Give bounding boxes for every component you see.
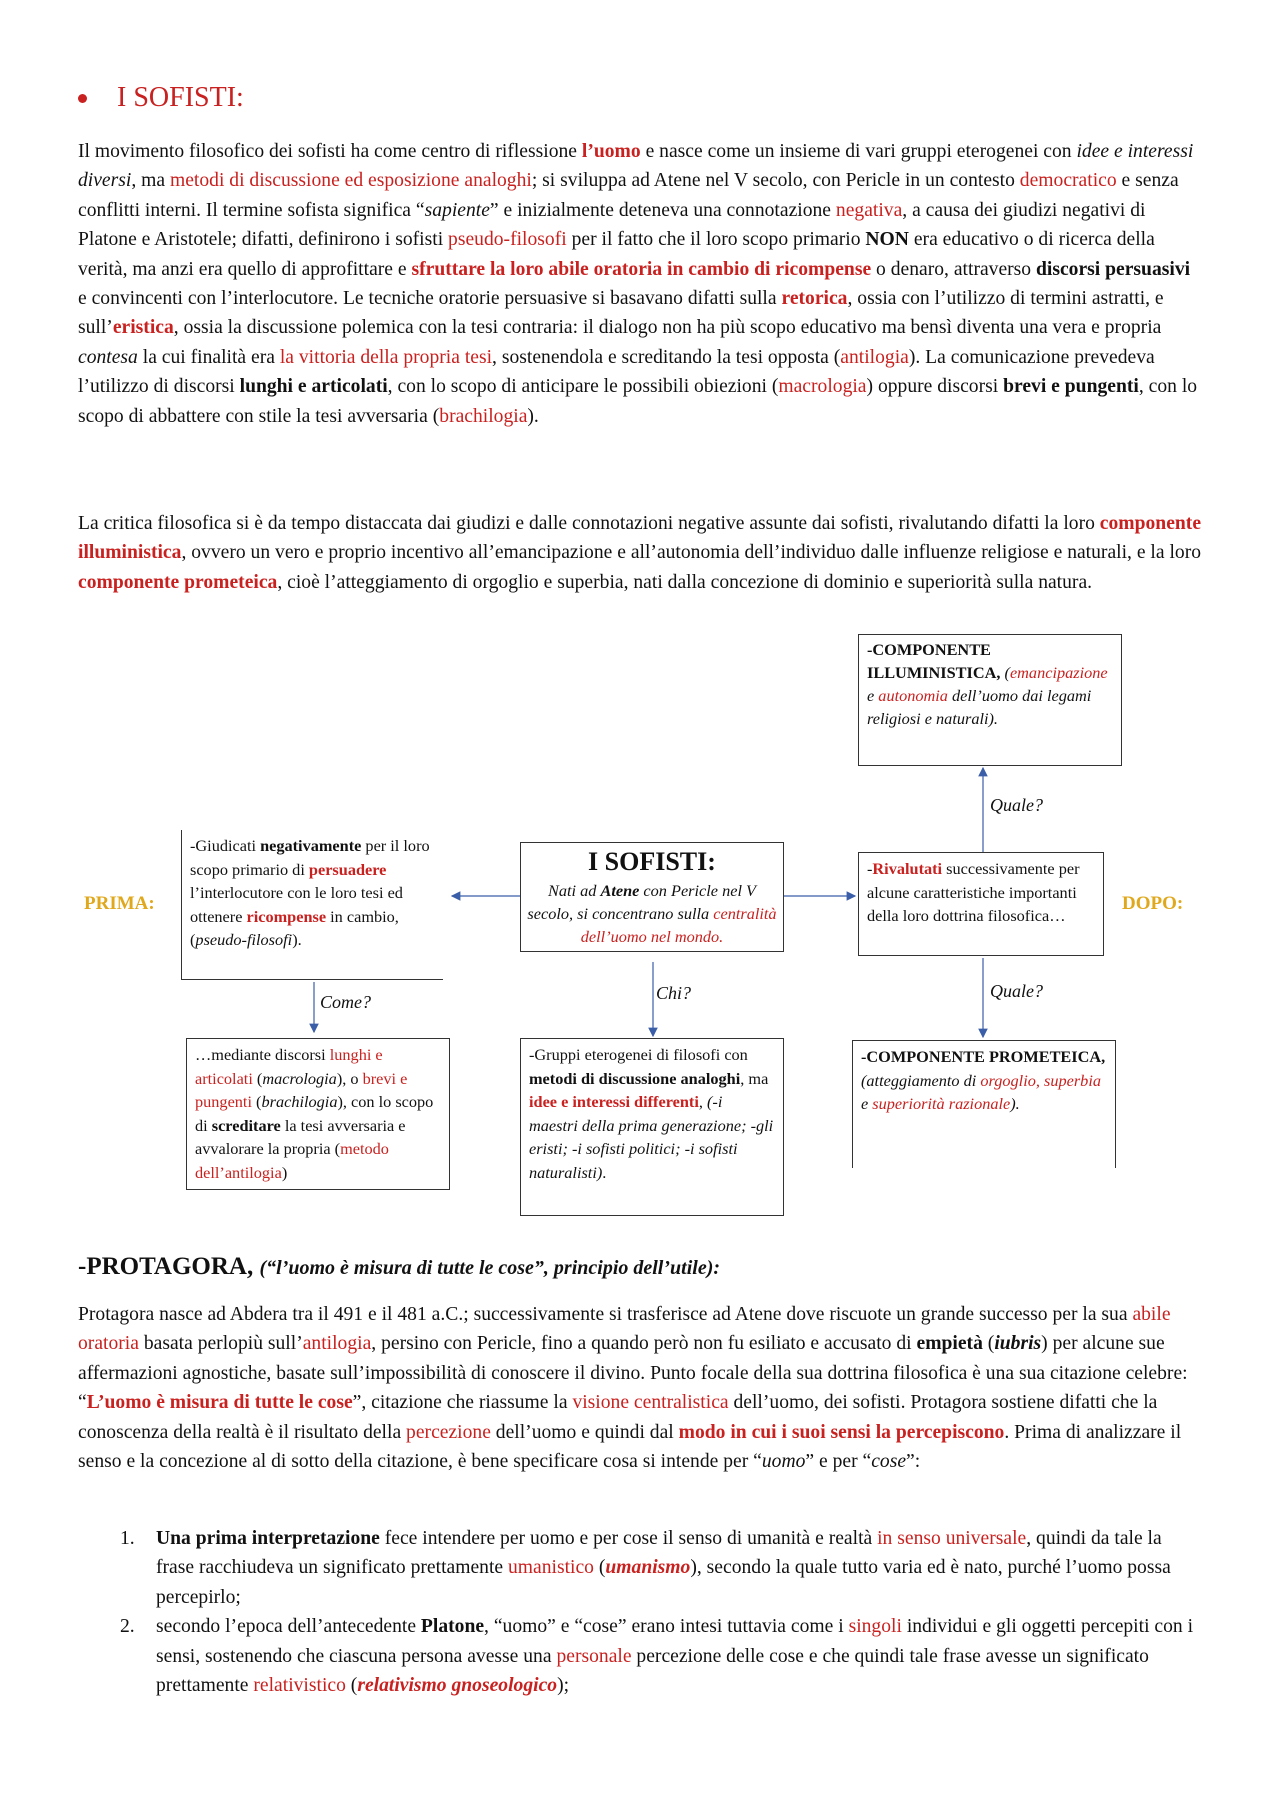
text-run: ), con lo scopo di	[195, 1092, 434, 1135]
text-run: ” e per “	[805, 1451, 872, 1473]
text-run: ) per alcune sue affermazioni agnostiche, basate sull’impossibilità di conoscere il divino. Punto focale della sua dottrina filosofica è una sua citazione celebre: “	[78, 1333, 1188, 1414]
text-run: pseudo-filosofi	[448, 229, 567, 251]
list-number: 2.	[120, 1616, 135, 1638]
text-run: (	[251, 1092, 262, 1111]
text-run: autonomia	[878, 686, 948, 705]
text-run: -Gruppi eterogenei di filosofi con	[529, 1045, 748, 1064]
text-run: in cambio, (	[190, 906, 399, 949]
text-run: screditare	[211, 1115, 281, 1135]
text-run: dell’uomo e quindi dal	[490, 1421, 679, 1443]
text-run: la tesi avversaria e avvalorare la propria (	[195, 1115, 406, 1158]
text-run: (	[593, 1557, 606, 1579]
text-run: ; si sviluppa ad Atene nel V secolo, con Pericle in un contesto	[531, 170, 1020, 192]
text-run: , persino con Pericle, fino a quando però non fu esiliato e accusato di	[371, 1333, 917, 1355]
question-quale-top: Quale?	[990, 795, 1043, 815]
text-run: individui e gli oggetti percepiti con i sensi, sostenendo che ciascuna persona avesse una	[156, 1616, 1194, 1667]
question-chi: Chi?	[656, 983, 692, 1003]
text-run: ) oppure discorsi	[866, 376, 1004, 398]
text-run: la cui finalità era	[137, 346, 280, 368]
text-run: -	[867, 859, 873, 878]
text-run: emancipazione	[1009, 663, 1108, 682]
text-run: iubris	[994, 1333, 1042, 1355]
text-run: Una prima interpretazione	[156, 1528, 380, 1549]
text-run: eristica	[112, 317, 174, 339]
text-run: contesa	[78, 346, 138, 368]
text-run: , ovvero un vero e proprio incentivo all’emancipazione e all’autonomia dell’individuo dalle influenze religiose e naturali, e la loro	[181, 542, 1202, 564]
text-run: Il movimento filosofico dei sofisti ha come centro di riflessione	[78, 141, 582, 162]
text-run: o denaro, attraverso	[871, 258, 1037, 280]
text-run: brevi e pungenti	[195, 1068, 408, 1111]
text-run: , ma	[131, 170, 170, 192]
text-run: e	[861, 1094, 873, 1113]
question-quale-bottom: Quale?	[990, 981, 1043, 1001]
text-run: ”:	[906, 1451, 921, 1473]
text-run: , quindi da tale la frase racchiudeva un significato prettamente	[156, 1528, 1162, 1579]
text-run: l’uomo	[581, 141, 641, 162]
text-run: metodi di discussione analoghi	[529, 1068, 741, 1088]
text-run: Rivalutati	[872, 859, 943, 878]
text-run: idee e interessi differenti	[529, 1092, 699, 1111]
text-run: brachilogia	[439, 405, 528, 427]
text-run: metodo dell’antilogia	[195, 1139, 389, 1182]
text-run: (	[252, 1068, 263, 1088]
text-run: per il fatto che il loro scopo primario	[566, 229, 866, 251]
text-run: abile oratoria	[78, 1304, 1171, 1355]
box-rivalutati	[858, 852, 1104, 956]
text-run: .	[602, 1162, 607, 1182]
label-dopo: DOPO:	[1122, 893, 1184, 914]
text-run: ” e inizialmente deteneva una connotazione	[489, 199, 836, 221]
center-title: I SOFISTI:	[588, 847, 716, 876]
text-run: persuadere	[308, 859, 387, 879]
text-run: e convincenti con l’interlocutore. Le tecniche oratorie persuasive si basavano difatti sulla	[78, 288, 782, 310]
text-run: per il loro scopo primario di	[190, 836, 430, 879]
text-run: singoli	[848, 1616, 902, 1638]
text-run: -COMPONENTE ILLUMINISTICA,	[867, 640, 1001, 682]
box-componente-prometeica	[852, 1040, 1116, 1168]
text-run: …mediante discorsi	[195, 1045, 330, 1064]
text-run: , cioè l’atteggiamento di orgoglio e superbia, nati dalla concezione di dominio e superiorità sulla natura.	[277, 571, 1093, 593]
text-run: e nasce come un insieme di vari gruppi eterogenei con	[640, 141, 1077, 162]
text-run: ).	[292, 930, 302, 949]
question-come: Come?	[320, 992, 371, 1012]
text-run: , ossia la discussione polemica con la tesi contraria: il dialogo non ha più scopo educativo ma bensì diventa una vera e propria	[173, 317, 1162, 339]
text-run: superiorità razionale	[872, 1094, 1011, 1113]
text-run: discorsi persuasivi	[1036, 258, 1191, 280]
text-run: ), o	[336, 1068, 363, 1088]
text-run: centralità dell’uomo nel mondo.	[580, 904, 777, 946]
text-run: fece intendere per uomo e per cose il senso di umanità e realtà	[379, 1528, 878, 1549]
text-run: -COMPONENTE PROMETEICA,	[861, 1047, 1106, 1066]
text-run: in senso universale	[877, 1528, 1027, 1549]
box-center-sofisti	[520, 842, 784, 952]
box-mediante-discorsi	[186, 1038, 450, 1190]
text-run: , ma	[740, 1068, 769, 1088]
text-run: componente prometeica	[78, 571, 278, 593]
text-run: componente illuministica	[78, 513, 1202, 564]
text-run: basata perlopiù sull’	[138, 1333, 303, 1355]
text-run: sfruttare la loro abile oratoria in cambio di ricompense	[411, 258, 872, 280]
text-run: ).	[1010, 1094, 1020, 1113]
text-run: ), secondo la quale tutto varia ed è nato, purché l’uomo possa percepirlo;	[156, 1557, 1171, 1608]
center-text	[527, 879, 777, 948]
text-run: (	[345, 1675, 358, 1697]
text-run: antilogia	[840, 346, 909, 368]
interpretation-list	[78, 1524, 1203, 1700]
text-run: orgoglio, superbia	[980, 1070, 1101, 1090]
text-run: cose	[871, 1451, 907, 1473]
text-run: brevi e pungenti	[1003, 376, 1139, 398]
text-run: )	[281, 1162, 288, 1182]
text-run: Nati ad	[547, 881, 601, 900]
text-run: Protagora nasce ad Abdera tra il 491 e il 481 a.C.; successivamente si trasferisce ad Atene dove riscuote un grande successo per la sua	[78, 1304, 1133, 1325]
text-run: (atteggiamento di	[861, 1070, 981, 1090]
label-prima: PRIMA:	[84, 893, 155, 914]
text-run: era educativo o di ricerca della verità, ma anzi era quello di approfittare e	[78, 229, 1155, 280]
text-run: ,	[698, 1092, 707, 1111]
text-run: con Pericle nel V secolo, si concentrano sulla	[527, 881, 756, 923]
box-gruppi-eterogenei	[520, 1038, 784, 1216]
list-item	[78, 1612, 1203, 1700]
text-run: sapiente	[424, 199, 490, 221]
text-run: ricompense	[246, 906, 327, 926]
text-run: successivamente per alcune caratteristiche importanti della loro dottrina filosofica…	[867, 859, 1080, 925]
list-item	[78, 1524, 1203, 1612]
text-run: uomo	[761, 1451, 806, 1473]
text-run: (-i maestri della prima generazione; -gli eristi; -i sofisti politici; -i sofisti naturalisti)	[529, 1092, 774, 1182]
text-run: );	[557, 1675, 570, 1697]
text-run: visione centralistica	[572, 1392, 729, 1414]
text-run: metodi di discussione ed esposizione analoghi	[169, 170, 532, 192]
box-componente-illuministica	[858, 634, 1122, 766]
paragraph-critica	[78, 509, 1203, 597]
text-run: , a causa dei giudizi negativi di Platone e Aristotele; difatti, definirono i sofisti	[78, 199, 1146, 251]
text-run: -Giudicati	[190, 836, 261, 855]
text-run: , “uomo” e “cose” erano intesi tuttavia come i	[484, 1616, 849, 1638]
text-run: relativistico	[253, 1675, 346, 1697]
text-run: macrologia	[262, 1068, 337, 1088]
text-run: antilogia	[302, 1333, 372, 1355]
box-giudicati	[181, 830, 443, 980]
text-run: Platone	[420, 1616, 485, 1638]
list-number: 1.	[120, 1528, 135, 1549]
text-run: negativamente	[260, 836, 362, 855]
list-text	[156, 1528, 1171, 1608]
paragraph-protagora	[78, 1300, 1203, 1476]
text-run: ). La comunicazione prevedeva l’utilizzo di discorsi	[78, 346, 1155, 398]
text-run: umanistico	[507, 1557, 594, 1579]
text-run: ”, citazione che riassume la	[352, 1392, 573, 1414]
text-run: (	[982, 1333, 995, 1355]
text-run: secondo l’epoca dell’antecedente	[156, 1616, 421, 1638]
text-run: brachilogia	[261, 1092, 338, 1111]
text-run: La critica filosofica si è da tempo distaccata dai giudizi e dalle connotazioni negative assunte dai sofisti, rivalutando difatti la loro	[78, 513, 1100, 534]
text-run: e senza conflitti interni. Il termine sofista significa “	[78, 170, 1179, 221]
text-run: , sostenendola e screditando la tesi opposta (	[492, 346, 841, 368]
text-run: percezione	[406, 1421, 491, 1443]
text-run: idee e interessi diversi	[78, 141, 1194, 192]
section-subtitle: (“l’uomo è misura di tutte le cose”, principio dell’utile):	[259, 1257, 721, 1279]
paragraph-intro	[78, 137, 1203, 431]
text-run: retorica	[781, 288, 848, 310]
text-run: . Prima di analizzare il senso e la concezione al di sotto della citazione, è bene specificare cosa si intende per “	[78, 1421, 1182, 1473]
text-run: dell’uomo, dei sofisti. Protagora sostiene difatti che la conoscenza della realtà è il risultato della	[78, 1392, 1158, 1443]
text-run: , ossia con l’utilizzo di termini astratti, e sull’	[78, 288, 1164, 339]
heading-text: I SOFISTI:	[117, 82, 244, 113]
text-run: , con lo scopo di abbattere con stile la tesi avversaria (	[78, 376, 1198, 427]
text-run: modo in cui i suoi sensi la percepiscono	[678, 1421, 1005, 1443]
text-run: empietà	[916, 1333, 983, 1355]
text-run: percezione delle cose e che quindi tale frase avesse un significato prettamente	[156, 1645, 1149, 1697]
text-run: umanismo	[605, 1557, 691, 1579]
text-run: la vittoria della propria tesi	[279, 346, 493, 368]
text-run: l’interlocutore con le loro tesi ed ottenere	[190, 883, 403, 926]
text-run: ).	[527, 405, 539, 427]
bullet-icon	[78, 94, 87, 103]
text-run: pseudo-filosofi	[195, 930, 293, 949]
text-run: L’uomo è misura di tutte le cose	[86, 1392, 353, 1414]
list-text	[156, 1616, 1193, 1696]
text-run: relativismo gnoseologico	[357, 1675, 558, 1697]
text-run: personale	[556, 1645, 632, 1667]
text-run: Atene	[600, 881, 640, 900]
section-title	[78, 1253, 720, 1281]
text-run: negativa	[835, 199, 903, 221]
text-run: e	[867, 686, 879, 705]
text-run: lunghi e articolati	[239, 376, 388, 398]
text-run: macrologia	[778, 376, 867, 398]
text-run: dell’uomo dai legami religiosi e naturali).	[867, 686, 1092, 728]
text-run: democratico	[1019, 170, 1117, 192]
text-run: NON	[865, 229, 909, 251]
text-run: (	[1004, 663, 1010, 682]
section-title-main: -PROTAGORA,	[78, 1253, 254, 1280]
heading	[78, 82, 244, 114]
text-run: lunghi e articolati	[195, 1045, 383, 1088]
text-run: , con lo scopo di anticipare le possibili obiezioni (	[387, 376, 779, 398]
